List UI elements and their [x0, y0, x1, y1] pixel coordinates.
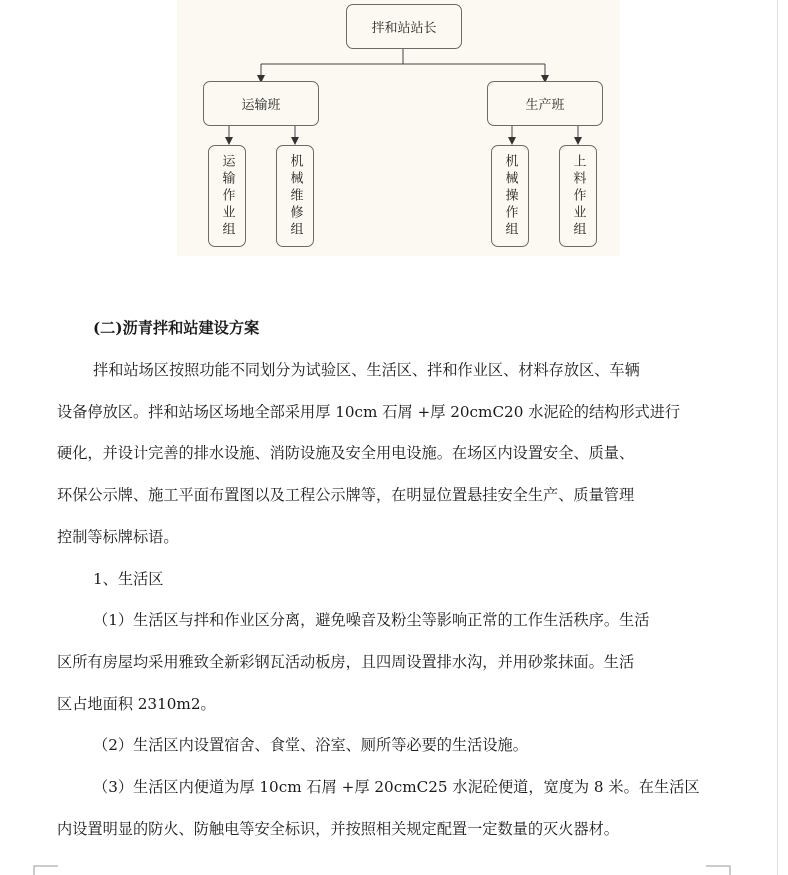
page-corner-mark-left	[30, 862, 60, 875]
section-heading: (二)沥青拌和站建设方案	[93, 319, 260, 337]
org-node-transport-team-label: 运输班	[241, 98, 281, 113]
org-node-loading-group-label: 上料作业组	[570, 154, 586, 239]
list-item-line: （3）生活区内便道为厚 10cm 石屑 +厚 20cmC25 水泥砼便道，宽度为 8 米。在生活区	[93, 778, 700, 796]
org-node-maintenance-group-label: 机械维修组	[287, 154, 303, 239]
org-node-transport-group-label: 运输作业组	[219, 154, 235, 239]
list-item-line: （2）生活区内设置宿舍、食堂、浴室、厕所等必要的生活设施。	[93, 736, 528, 754]
list-item-line: 内设置明显的防火、防触电等安全标识，并按照相关规定配置一定数量的灭火器材。	[57, 820, 619, 838]
org-node-production-team-label: 生产班	[525, 98, 565, 113]
org-node-transport-team	[203, 81, 319, 126]
list-item-line: 区所有房屋均采用雅致全新彩钢瓦活动板房，且四周设置排水沟，并用砂浆抹面。生活	[57, 653, 635, 671]
org-node-root	[346, 4, 462, 49]
paragraph-line: 控制等标牌标语。	[57, 528, 179, 546]
org-node-maintenance-group	[276, 145, 314, 247]
org-node-root-label: 拌和站站长	[371, 21, 437, 36]
paragraph-line: 硬化，并设计完善的排水设施、消防设施及安全用电设施。在场区内设置安全、质量、	[57, 444, 635, 462]
list-item-line: （1）生活区与拌和作业区分离，避免噪音及粉尘等影响正常的工作生活秩序。生活	[93, 611, 650, 629]
paragraph-line: 拌和站场区按照功能不同划分为试验区、生活区、拌和作业区、材料存放区、车辆	[93, 361, 640, 379]
org-node-operation-group	[491, 145, 529, 247]
org-node-operation-group-label: 机械操作组	[502, 154, 518, 239]
org-node-transport-group	[208, 145, 246, 247]
paragraph-line: 设备停放区。拌和站场区场地全部采用厚 10cm 石屑 +厚 20cmC20 水泥砼的结构形式进行	[57, 403, 681, 421]
sub-heading: 1、生活区	[93, 570, 164, 588]
org-node-loading-group	[559, 145, 597, 247]
page-corner-mark-right	[706, 862, 736, 875]
org-node-production-team	[487, 81, 603, 126]
list-item-line: 区占地面积 2310m2。	[57, 695, 216, 713]
paragraph-line: 环保公示牌、施工平面布置图以及工程公示牌等，在明显位置悬挂安全生产、质量管理	[57, 486, 635, 504]
